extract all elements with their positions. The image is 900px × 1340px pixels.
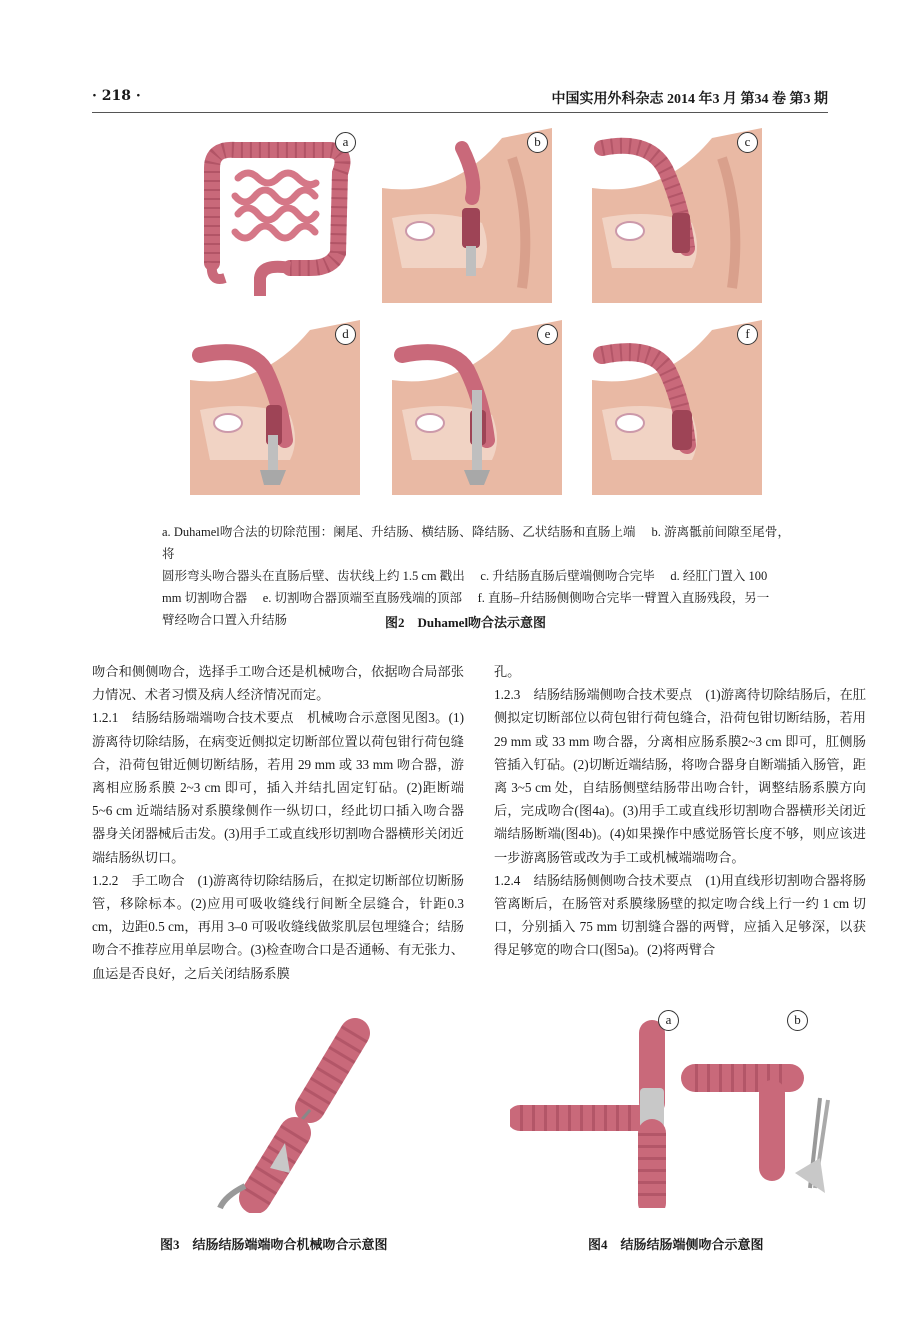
figure4-label-a: a bbox=[658, 1010, 679, 1031]
paragraph: 1.2.1 结肠结肠端端吻合技术要点 机械吻合示意图见图3。(1)游离待切除结肠，在病变近侧拟定切断部位置以荷包钳行荷包缝合，沿荷包钳近侧切断结肠，若用 29 mm 或 33 mm 吻合器，游离相应肠系膜 2~3 cm 即可，插入并结扎固定钉砧。(2)距断端 5~6 cm 近端结肠对系膜缘侧作一纵切口，经此切口插入吻合器器身关闭器械后击发。(3)用手工或直线形切割吻合器横形关闭近端结肠纵切口。 bbox=[92, 710, 464, 865]
figure4-label-b: b bbox=[787, 1010, 808, 1031]
paragraph: 吻合和侧侧吻合，选择手工吻合还是机械吻合，依据吻合局部张力情况、术者习惯及病人经济情况而定。 bbox=[92, 664, 464, 703]
panel-label-e: e bbox=[537, 324, 558, 345]
caption-line: 臂经吻合口置入升结肠 bbox=[162, 613, 288, 627]
caption-line: mm 切割吻合器 e. 切割吻合器顶端至直肠残端的顶部 f. 直肠–升结肠侧侧吻合完毕一臂置入直肠残段，另一 bbox=[162, 591, 770, 605]
caption-line: a. Duhamel吻合法的切除范围：阑尾、升结肠、横结肠、降结肠、乙状结肠和直肠上端 b. 游离骶前间隙至尾骨，将 bbox=[162, 525, 790, 561]
body-column-right bbox=[494, 660, 866, 962]
paragraph: 1.2.4 结肠结肠侧侧吻合技术要点 (1)用直线形切割吻合器将肠管离断后，在肠管对系膜缘肠壁的拟定吻合线上行一约 1 cm 切口，分别插入 75 mm 切割缝合器的两臂，应插入足够深，以获得足够宽的吻合口(图5a)。(2)将两臂合 bbox=[494, 872, 866, 958]
figure2-panel-e bbox=[392, 320, 562, 495]
pelvis-illustration-d bbox=[190, 320, 360, 495]
figure2-title: 图2 Duhamel吻合法示意图 bbox=[385, 615, 547, 630]
end-to-side-anastomosis-drawing bbox=[510, 1008, 855, 1208]
figure3-illustration bbox=[215, 1018, 385, 1213]
journal-header: 中国实用外科杂志 2014 年3 月 第34 卷 第3 期 bbox=[551, 92, 828, 107]
figure3-title: 图3 结肠结肠端端吻合机械吻合示意图 bbox=[160, 1237, 388, 1252]
figure2-panel-d bbox=[190, 320, 360, 495]
panel-label-d: d bbox=[335, 324, 356, 345]
caption-line: 圆形弯头吻合器头在直肠后壁、齿状线上约 1.5 cm 戳出 c. 升结肠直肠后壁端侧吻合完毕 d. 经肛门置入 100 bbox=[162, 569, 768, 583]
pelvis-illustration-c bbox=[592, 128, 762, 303]
figure2-panel-a bbox=[190, 128, 360, 303]
panel-label-f: f bbox=[737, 324, 758, 345]
figure4-title: 图4 结肠结肠端侧吻合示意图 bbox=[588, 1237, 764, 1252]
header-rule bbox=[92, 112, 828, 113]
end-to-end-anastomosis-drawing bbox=[215, 1018, 385, 1213]
figure2-panel-b bbox=[382, 128, 552, 303]
panel-label-a: a bbox=[335, 132, 356, 153]
pelvis-illustration-f bbox=[592, 320, 762, 495]
paragraph: 1.2.2 手工吻合 (1)游离待切除结肠后，在拟定切断部位切断肠管，移除标本。(2)应用可吸收缝线行间断全层缝合，针距0.3 cm，边距0.5 cm，再用 3–0 可吸收缝线做浆肌层包埋缝合；结肠吻合不推荐应用单层吻合。(3)检查吻合口是否通畅、有无张力、血运是否良好，之后关闭结肠系膜 bbox=[92, 872, 464, 981]
pelvis-illustration-e bbox=[392, 320, 562, 495]
panel-label-c: c bbox=[737, 132, 758, 153]
panel-label-b: b bbox=[527, 132, 548, 153]
paragraph: 1.2.3 结肠结肠端侧吻合技术要点 (1)游离待切除结肠后，在肛侧拟定切断部位以荷包钳行荷包缝合，沿荷包钳切断结肠，若用 29 mm 或 33 mm 吻合器，分离相应肠系膜2~3 cm 即可，肛侧肠管插入钉砧。(2)切断近端结肠，将吻合器身自断端插入肠管，距离 3~5 cm 处，自结肠侧壁结肠带出吻合针，调整结肠系膜方向后，完成吻合(图4a)。(3)用手工或直线形切割吻合器横形关闭近端结肠断端(图4b)。(4)如果操作中感觉肠管长度不够，则应该进一步游离肠管或改为手工或机械端端吻合。 bbox=[494, 687, 866, 865]
figure2-panel-f bbox=[592, 320, 762, 495]
page-number: · 218 · bbox=[92, 88, 141, 104]
paragraph: 孔。 bbox=[494, 664, 521, 679]
body-column-left bbox=[92, 660, 464, 985]
figure2-panel-c bbox=[592, 128, 762, 303]
pelvis-illustration-b bbox=[382, 128, 552, 303]
colon-illustration bbox=[190, 128, 360, 303]
figure4-illustration bbox=[510, 1008, 855, 1208]
